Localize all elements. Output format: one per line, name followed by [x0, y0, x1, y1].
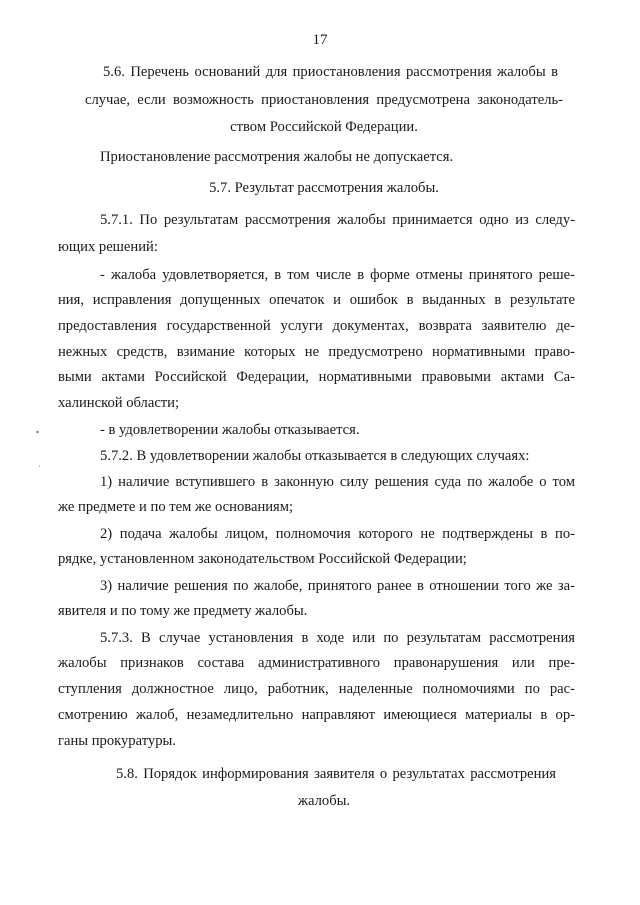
- paragraph-refused: - в удовлетворении жалобы отказывается.: [100, 422, 360, 438]
- scan-speck: •: [36, 428, 39, 437]
- paragraph-satisfied-line-5: выми актами Российской Федерации, нормативными правовыми актами Са-: [58, 369, 575, 385]
- list-item-2-line-1: 2) подача жалобы лицом, полномочия которого не подтверждены в по-: [100, 526, 575, 542]
- list-item-3-line-1: 3) наличие решения по жалобе, принятого ранее в отношении того же за-: [100, 578, 575, 594]
- list-item-1-line-1: 1) наличие вступившего в законную силу решения суда по жалобе о том: [100, 474, 575, 490]
- section-5-6-heading-line-2: случае, если возможность приостановления предусмотрена законодатель-: [85, 92, 563, 108]
- section-5-6-heading-line-3: ством Российской Федерации.: [230, 119, 418, 135]
- paragraph-5-7-3-line-3: ступления должностное лицо, работник, наделенные полномочиями по рас-: [58, 681, 575, 697]
- paragraph-5-7-1-line-2: ющих решений:: [58, 239, 158, 255]
- paragraph-satisfied-line-2: ния, исправления допущенных опечаток и ошибок в выданных в результате: [58, 292, 575, 308]
- scan-speck: ·: [38, 462, 41, 471]
- paragraph-suspension-not-allowed: Приостановление рассмотрения жалобы не допускается.: [100, 149, 454, 165]
- paragraph-5-7-3-line-4: смотрению жалоб, незамедлительно направляют имеющиеся материалы в ор-: [58, 707, 575, 723]
- paragraph-satisfied-line-1: - жалоба удовлетворяется, в том числе в форме отмены принятого реше-: [100, 267, 575, 283]
- list-item-2-line-2: рядке, установленном законодательством Российской Федерации;: [58, 551, 467, 567]
- paragraph-5-7-3-line-1: 5.7.3. В случае установления в ходе или по результатам рассмотрения: [100, 630, 575, 646]
- paragraph-satisfied-line-6: халинской области;: [58, 395, 180, 411]
- section-5-8-heading-line-1: 5.8. Порядок информирования заявителя о результатах рассмотрения: [116, 766, 556, 782]
- paragraph-satisfied-line-4: нежных средств, взимание которых не предусмотрено нормативными право-: [58, 344, 575, 360]
- paragraph-5-7-2: 5.7.2. В удовлетворении жалобы отказывается в следующих случаях:: [100, 448, 530, 464]
- section-5-8-heading-line-2: жалобы.: [297, 793, 351, 809]
- page-number: 17: [312, 32, 328, 48]
- list-item-1-line-2: же предмете и по тем же основаниям;: [58, 499, 294, 515]
- paragraph-5-7-1-line-1: 5.7.1. По результатам рассмотрения жалобы принимается одно из следу-: [100, 212, 575, 228]
- paragraph-satisfied-line-3: предоставления государственной услуги документах, возврата заявителю де-: [58, 318, 575, 334]
- section-5-6-heading-line-1: 5.6. Перечень оснований для приостановления рассмотрения жалобы в: [103, 64, 558, 80]
- paragraph-5-7-3-line-5: ганы прокуратуры.: [58, 733, 176, 749]
- list-item-3-line-2: явителя и по тому же предмету жалобы.: [58, 603, 308, 619]
- section-5-7-heading: 5.7. Результат рассмотрения жалобы.: [209, 180, 439, 196]
- paragraph-5-7-3-line-2: жалобы признаков состава административного правонарушения или пре-: [58, 655, 575, 671]
